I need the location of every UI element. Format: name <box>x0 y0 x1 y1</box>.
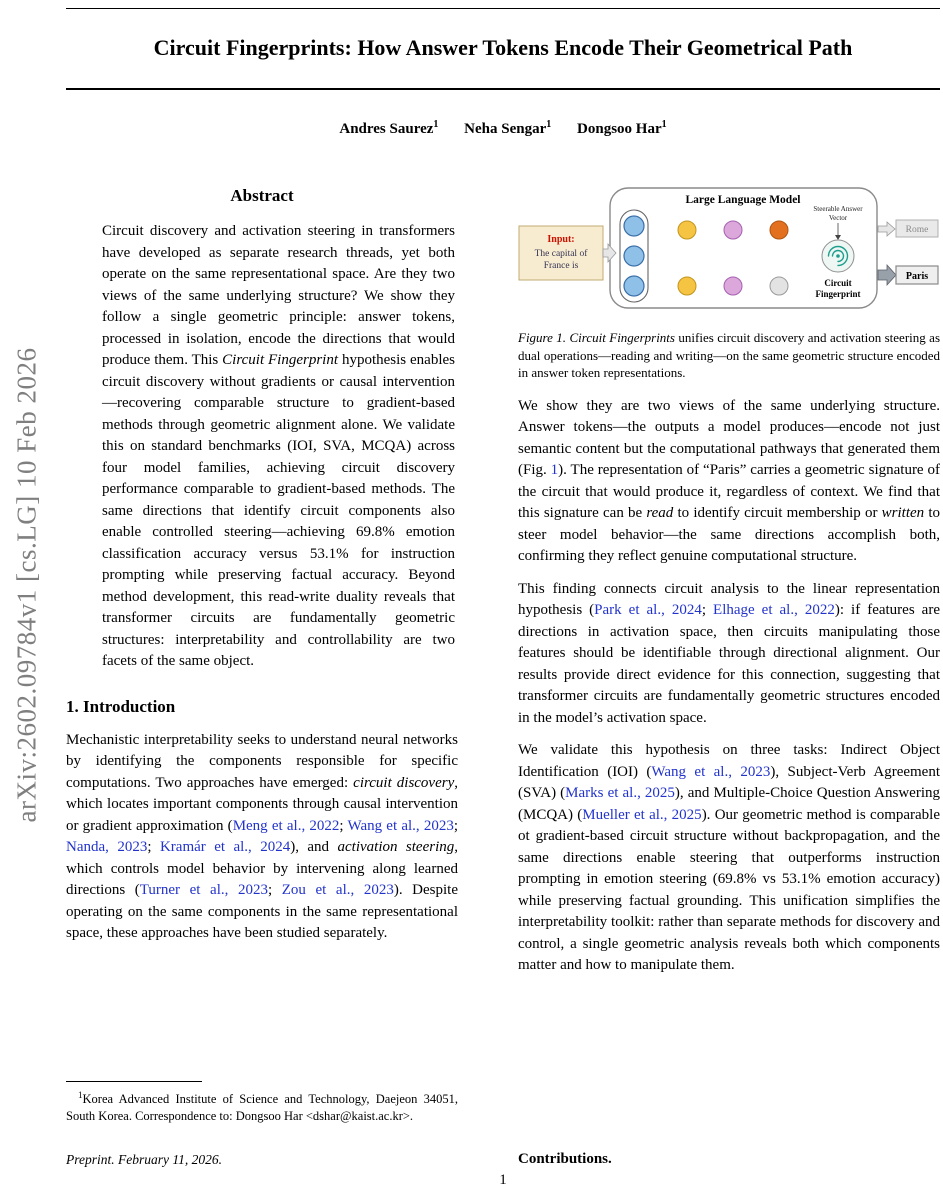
citation-link[interactable]: Mueller et al., 2025 <box>582 806 702 823</box>
author-3-name: Dongsoo Har <box>577 121 662 137</box>
figure-1-caption <box>518 329 940 382</box>
text-segment: hypothesis enables circuit discovery without gradients or causal intervention—recovering comparable structure to gradient-based methods through geometric alignment alone. We validate this on standard benchmarks (IOI, SVA, MCQA) across four model families, achieving circuit discovery performance comparable to gradient-based methods. The same directions that identify circuit components also enable controlled steering—achieving 69.8% emotion classification accuracy versus 53.1% for instruction prompting while preserving factual accuracy. Beyond method development, this read-write duality reveals that transformer circuits are fundamentally geometric structures: interpretability and controllability are two facets of the same object. <box>102 352 455 669</box>
title-rule-bottom <box>66 88 940 90</box>
output-rome-label: Rome <box>905 225 929 235</box>
steerable-label-line2: Vector <box>828 214 848 222</box>
author-2-name: Neha Sengar <box>464 121 547 137</box>
neuron-node-gray <box>770 277 788 295</box>
text-segment: , which locates important components through causal intervention or gradient approximation ( <box>66 774 458 834</box>
text-segment: ), and Multiple-Choice Question Answering (MCQA) ( <box>518 785 940 823</box>
citation-link[interactable]: Elhage et al., 2022 <box>713 602 835 618</box>
text-segment: written <box>881 505 925 521</box>
citation-link[interactable]: Wang et al., 2023 <box>651 763 771 780</box>
text-segment: to identify circuit membership or <box>673 505 882 521</box>
citation-link[interactable]: Marks et al., 2025 <box>565 785 675 801</box>
text-segment: activation steering <box>337 839 455 855</box>
input-text-line1: The capital of <box>534 249 588 259</box>
footnote-block <box>66 1081 458 1124</box>
neuron-node-yellow <box>678 277 696 295</box>
text-segment: ). The representation of “Paris” carries a geometric signature of the circuit that would produce it, regardless of context. We find that this signature can be <box>518 462 940 521</box>
text-segment: ; <box>453 817 458 834</box>
text-segment: Figure 1. <box>518 330 567 345</box>
input-label: Input: <box>547 234 575 245</box>
preprint-note: Preprint. February 11, 2026. <box>66 1152 222 1167</box>
text-segment: This finding connects circuit analysis to the linear representation hypothesis ( <box>518 580 940 618</box>
author-2-affiliation-mark: 1 <box>546 119 552 130</box>
neuron-node-purple <box>724 221 742 239</box>
token-node <box>624 246 644 266</box>
footnote-rule <box>66 1081 202 1082</box>
text-segment: ). Our geometric method is comparable ot gradient-based circuit structure without backpropagation, and the same directions enable steering that outperforms instruction prompting in emotion steering (69.8% vs 53.1% emotion accuracy) while preserving factual grounding. This unification simplifies the interpretability toolkit: rather than separate methods for discovery and control, a single geometric analysis reveals both which components matter and how to manipulate them. <box>518 806 940 973</box>
output-paris-label: Paris <box>905 271 929 282</box>
left-column <box>66 180 458 1168</box>
author-line <box>66 119 940 138</box>
citation-link[interactable]: Kramár et al., 2024 <box>159 839 291 855</box>
token-node <box>624 216 644 236</box>
token-node <box>624 276 644 296</box>
body-paragraph-1 <box>518 396 940 568</box>
arxiv-stamp: arXiv:2602.09784v1 [cs.LG] 10 Feb 2026 <box>11 347 42 823</box>
text-segment: ; <box>339 817 348 834</box>
text-segment: circuit discovery <box>353 774 455 791</box>
text-segment: We validate this hypothesis on three tasks: Indirect Object Identification (IOI) ( <box>518 742 940 780</box>
citation-link[interactable]: Zou et al., 2023 <box>281 882 394 898</box>
text-segment: Circuit Fingerprint <box>222 352 339 368</box>
author-3 <box>577 121 667 137</box>
text-segment: Korea Advanced Institute of Science and Technology, Daejeon 34051, South Korea. Correspondence to: Dongsoo Har <dshar@kaist.ac.kr>. <box>66 1092 458 1123</box>
text-segment: ). Despite operating on the same components in the same representational space, these approaches have been studied separately. <box>66 882 458 941</box>
paper-content <box>66 0 940 1168</box>
figure-1-diagram <box>518 180 940 320</box>
paris-arrow-icon <box>878 265 896 285</box>
abstract-heading: Abstract <box>230 186 294 205</box>
text-segment: ; <box>267 882 282 898</box>
text-segment: read <box>646 505 674 521</box>
author-1-name: Andres Saurez <box>339 121 434 137</box>
text-segment: Mechanistic interpretability seeks to understand neural networks by identifying the components responsible for specific computations. Two approaches have emerged: <box>66 731 458 791</box>
author-1 <box>339 121 438 137</box>
llm-label: Large Language Model <box>685 194 801 206</box>
citation-link[interactable]: Meng et al., 2022 <box>232 817 340 834</box>
neuron-node-orange <box>770 221 788 239</box>
body-paragraph-3 <box>518 740 940 977</box>
text-segment: 1 <box>78 1089 83 1100</box>
right-column <box>518 180 940 1168</box>
text-segment: ), and <box>290 839 338 855</box>
input-text-line2: France is <box>543 261 579 271</box>
text-segment: Circuit Fingerprints <box>569 330 675 345</box>
citation-link[interactable]: Nanda, 2023 <box>66 839 148 855</box>
citation-link[interactable]: Park et al., 2024 <box>594 602 702 618</box>
two-column-body <box>66 180 940 1168</box>
text-segment: ; <box>701 602 714 618</box>
text-segment: ), Subject-Verb Agreement (SVA) ( <box>518 763 941 801</box>
figure-1 <box>518 180 940 382</box>
text-segment: unifies circuit discovery and activation steering as dual operations—reading and writing—on the same geometric structure encoded in answer token representations. <box>518 330 941 380</box>
contributions-heading: Contributions. <box>518 1151 612 1167</box>
title-rule-top <box>66 8 940 9</box>
text-segment: ): if features are directions in activation space, then circuits manipulating those features should be identifiable through directional alignment. Our results provide direct evidence for this connection, suggesting that transformer circuits are fundamentally geometric structures encoded in the model’s activation space. <box>518 602 940 726</box>
text-segment: , which controls model behavior by intervening along learned directions ( <box>66 839 458 898</box>
page-number: 1 <box>499 1172 507 1188</box>
paper-title: Circuit Fingerprints: How Answer Tokens Encode Their Geometrical Path <box>153 35 853 60</box>
neuron-node-purple <box>724 277 742 295</box>
steerable-label-line1: Steerable Answer <box>813 205 863 213</box>
neuron-node-yellow <box>678 221 696 239</box>
citation-link[interactable]: 1 <box>550 462 559 478</box>
fingerprint-label-line2: Fingerprint <box>815 289 861 299</box>
author-2 <box>464 121 551 137</box>
text-segment: to steer model behavior—the same directions accomplish both, confirming they reflect genuine computational structure. <box>518 505 940 564</box>
abstract-text <box>66 221 458 673</box>
section-heading-introduction: 1. Introduction <box>66 696 176 716</box>
fingerprint-icon <box>836 254 840 258</box>
text-segment: ; <box>147 839 160 855</box>
introduction-paragraph <box>66 730 458 945</box>
citation-link[interactable]: Wang et al., 2023 <box>347 817 454 834</box>
text-segment: We show they are two views of the same underlying structure. Answer tokens—the outputs a model produces—encode not just semantic content but the computational pathways that generated them (Fig. <box>518 397 940 478</box>
fingerprint-label-line1: Circuit <box>824 278 852 288</box>
citation-link[interactable]: Turner et al., 2023 <box>139 882 268 898</box>
rome-arrow-icon <box>878 222 895 236</box>
body-paragraph-2 <box>518 579 940 730</box>
author-3-affiliation-mark: 1 <box>661 119 667 130</box>
column-gap <box>458 180 518 1168</box>
author-1-affiliation-mark: 1 <box>433 119 439 130</box>
text-segment: Circuit discovery and activation steering in transformers have developed as separate research threads, yet both operate on the same representational space. Are they two views of the same underlying structure? We show they follow a single geometric principle: answer tokens, processed in isolation, encode the directions that would produce them. This <box>102 223 455 368</box>
affiliation-footnote <box>66 1087 458 1124</box>
